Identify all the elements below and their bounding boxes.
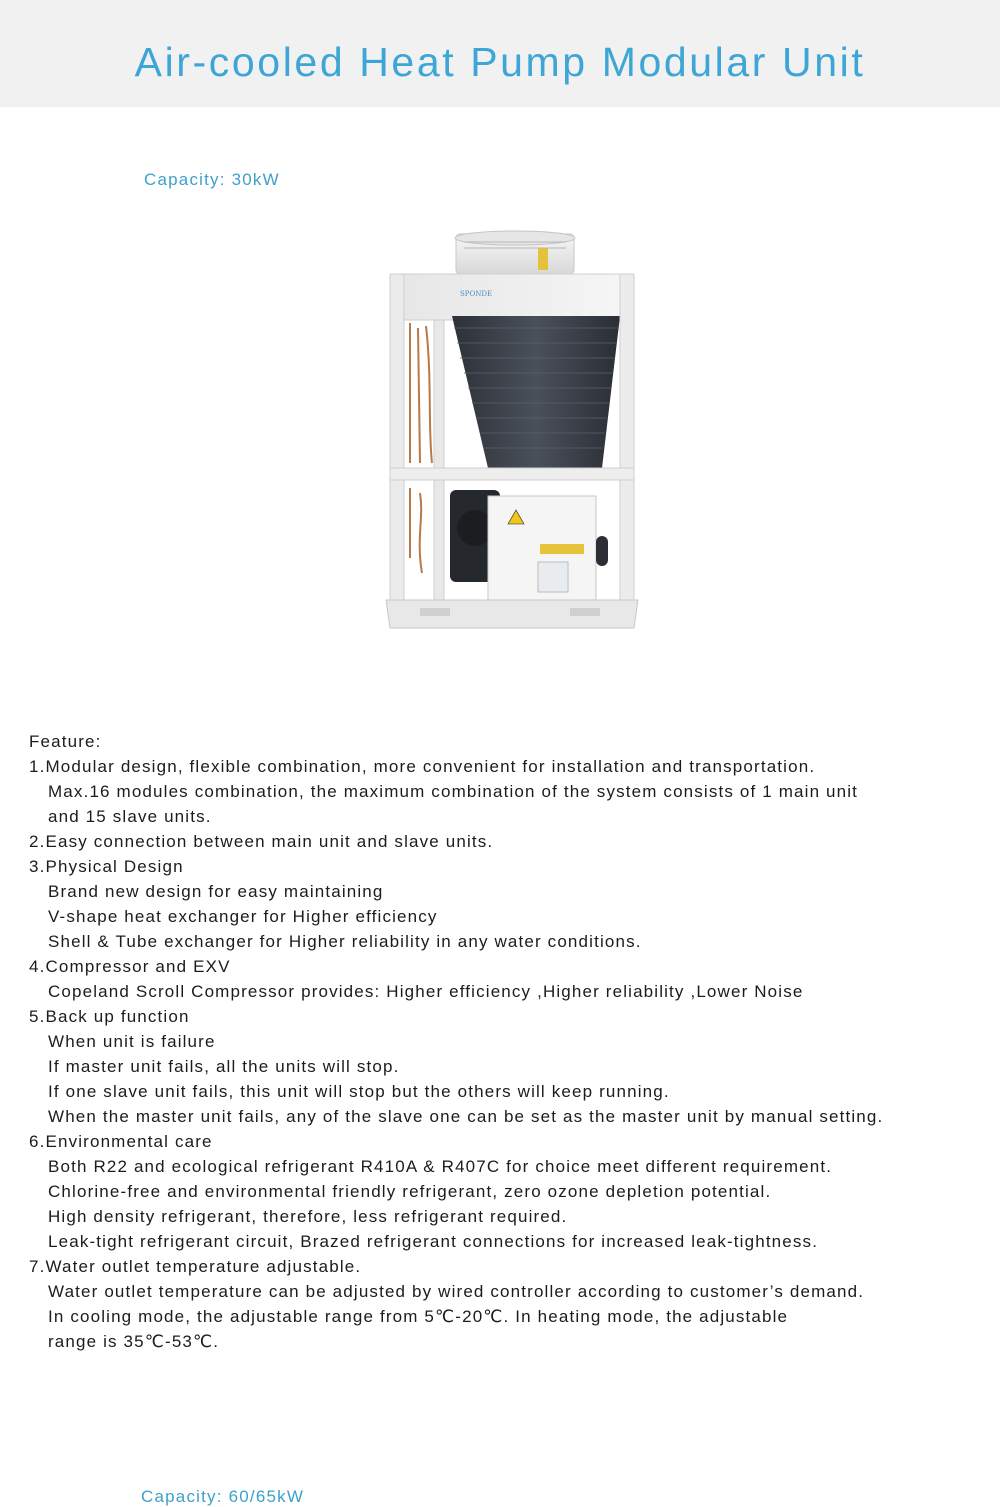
feature-line: In cooling mode, the adjustable range from 5℃-20℃. In heating mode, the adjustable [48, 1307, 789, 1326]
feature-line: When unit is failure [48, 1032, 216, 1051]
feature-list [29, 729, 989, 1354]
feature-line: Leak-tight refrigerant circuit, Brazed refrigerant connections for increased leak-tightness. [48, 1232, 819, 1251]
feature-line: High density refrigerant, therefore, less refrigerant required. [48, 1207, 568, 1226]
capacity-label-60-65kw: Capacity: 60/65kW [141, 1487, 305, 1506]
capacity-label-30kw: Capacity: 30kW [144, 170, 280, 189]
feature-line: Brand new design for easy maintaining [48, 882, 384, 901]
feature-line: 1.Modular design, flexible combination, more convenient for installation and transportation. [29, 757, 816, 776]
feature-line: 3.Physical Design [29, 857, 184, 876]
feature-line: 5.Back up function [29, 1007, 190, 1026]
feature-line: 6.Environmental care [29, 1132, 213, 1151]
feature-line: When the master unit fails, any of the slave one can be set as the master unit by manual setting. [48, 1107, 884, 1126]
unit-brand-mark: SPONDE [460, 290, 493, 298]
features-heading: Feature: [29, 732, 102, 751]
feature-line: Water outlet temperature can be adjusted by wired controller according to customer’s demand. [48, 1282, 865, 1301]
feature-line: range is 35℃-53℃. [48, 1332, 220, 1351]
feature-line: Max.16 modules combination, the maximum combination of the system consists of 1 main unit [48, 782, 859, 801]
page-title: Air-cooled Heat Pump Modular Unit [134, 39, 866, 85]
feature-line: V-shape heat exchanger for Higher efficiency [48, 907, 438, 926]
feature-line: If one slave unit fails, this unit will stop but the others will keep running. [48, 1082, 670, 1101]
feature-line: Chlorine-free and environmental friendly refrigerant, zero ozone depletion potential. [48, 1182, 772, 1201]
feature-line: 4.Compressor and EXV [29, 957, 231, 976]
feature-line: Both R22 and ecological refrigerant R410A & R407C for choice meet different requirement. [48, 1157, 833, 1176]
heat-pump-unit-illustration [380, 228, 642, 634]
feature-line: Copeland Scroll Compressor provides: Higher efficiency ,Higher reliability ,Lower Noise [48, 982, 804, 1001]
feature-line: Shell & Tube exchanger for Higher reliability in any water conditions. [48, 932, 642, 951]
feature-line: and 15 slave units. [48, 807, 212, 826]
header-bar [0, 0, 1000, 107]
feature-line: 2.Easy connection between main unit and slave units. [29, 832, 494, 851]
feature-line: If master unit fails, all the units will stop. [48, 1057, 400, 1076]
feature-line: 7.Water outlet temperature adjustable. [29, 1257, 362, 1276]
